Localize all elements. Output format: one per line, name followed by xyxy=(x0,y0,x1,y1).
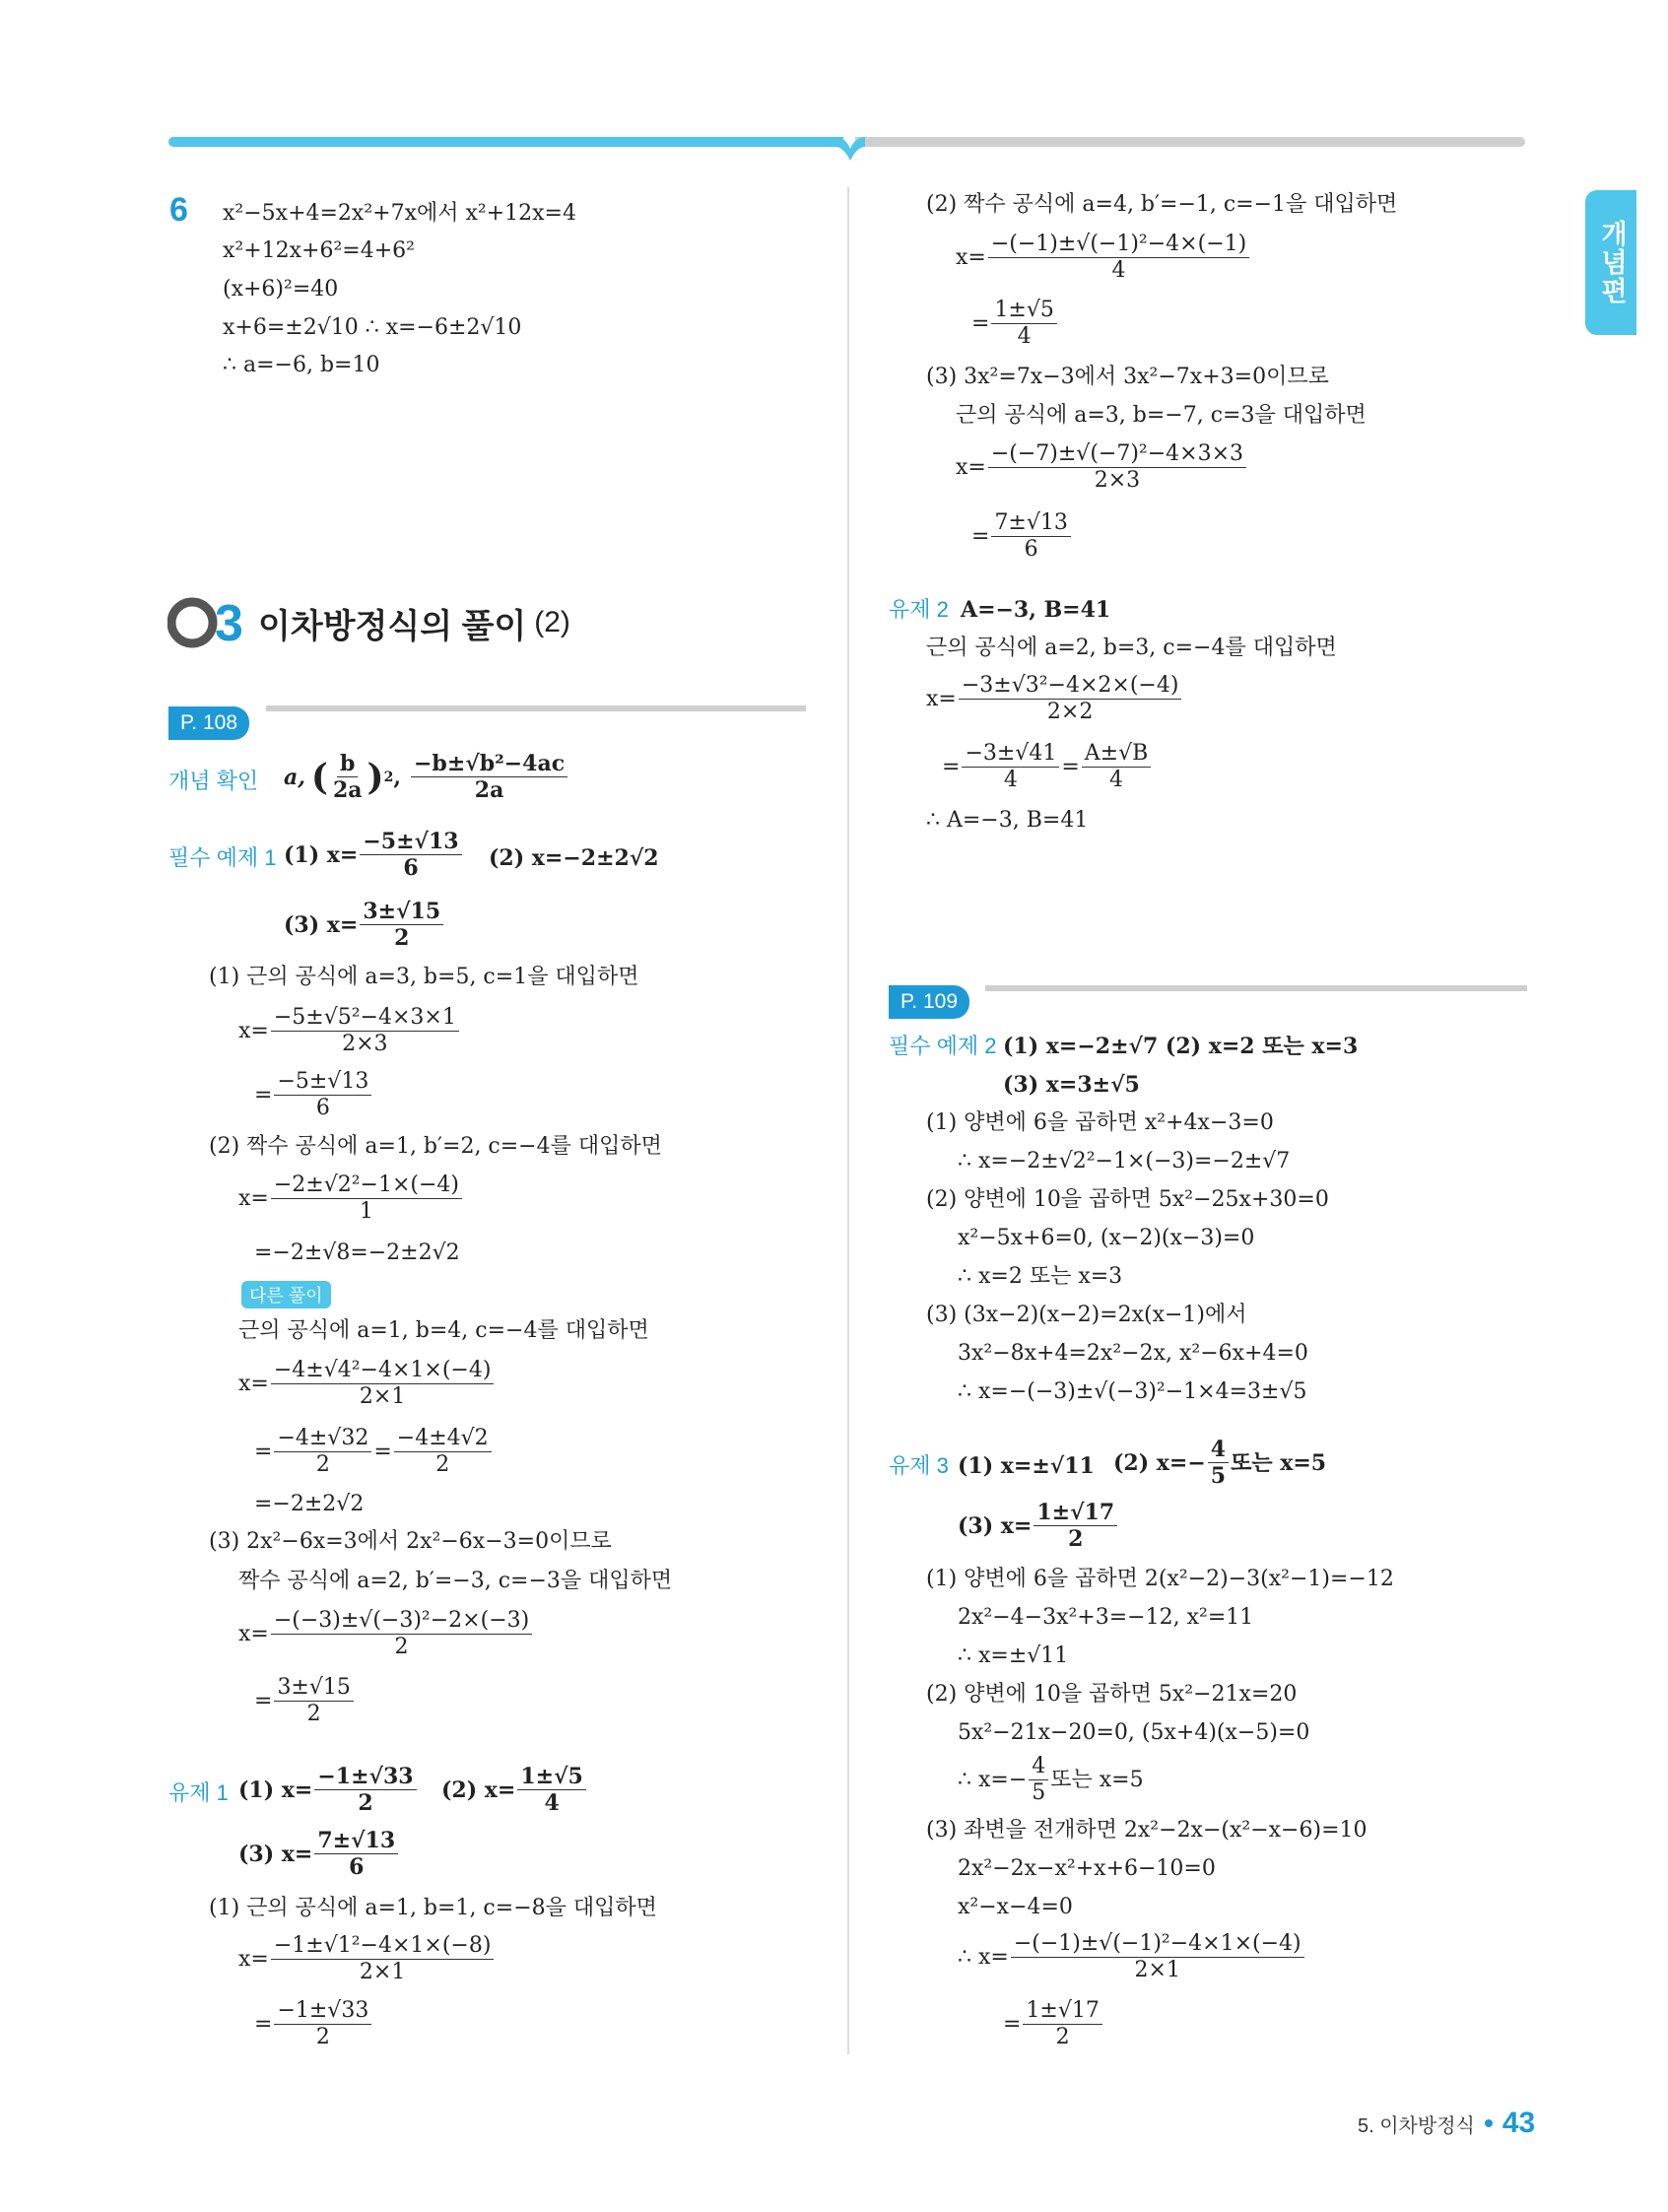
frac-num: 4 xyxy=(1029,1754,1048,1780)
frac-num: 3±√15 xyxy=(360,899,443,925)
solution-formula: = $\frac{-1\pm√33}{2}$ xyxy=(254,1998,373,2050)
solution-line: 근의 공식에 a=1, b=4, c=−4를 대입하면 xyxy=(238,1318,649,1343)
frac-num: −2±√2²−1×(−4) xyxy=(271,1173,462,1199)
side-tab-label: 개념편 xyxy=(1596,220,1627,305)
solution-formula: x= $\frac{\text{−2±√2²−1×(−4)}}{1}$ xyxy=(238,1173,464,1225)
frac-den: 2 xyxy=(315,1452,330,1477)
frac-den: 2a xyxy=(474,777,504,803)
solution-formula: x= $\frac{\text{−3±√3²−4×2×(−4)}}{2\times 2}$ xyxy=(926,673,1183,725)
solution-line: 3x²−8x+4=2x²−2x, x²−6x+4=0 xyxy=(958,1341,1308,1366)
answer-prefix: (2) x= xyxy=(441,1776,516,1803)
answer-prefix: ∴ x=− xyxy=(958,1767,1028,1792)
solution-formula: = $\frac{-4\pm√32}{2}$ = $\frac{-4\pm 4√2}{2}$ xyxy=(254,1426,494,1478)
svg-text:3: 3 xyxy=(215,595,243,650)
solution-formula: x= $\frac{\text{−1±√1²−4×1×(−8)}}{2\times 1}$ xyxy=(238,1933,496,1985)
frac-den: 4 xyxy=(1111,258,1126,283)
frac-num: −b±√b²−4ac xyxy=(411,751,567,777)
answer-prefix: (3) x= xyxy=(958,1512,1033,1539)
problem-6-line: x²−5x+4=2x²+7x에서 x²+12x=4 xyxy=(223,201,576,226)
solution-line: =−2±2√2 xyxy=(254,1492,365,1516)
frac-num: 1±√17 xyxy=(1023,1998,1101,2025)
footer-page-number: 43 xyxy=(1501,2107,1536,2139)
example-1-answer-2: (2) x=−2±2√2 xyxy=(489,845,659,871)
header-bar-left xyxy=(168,137,843,147)
practice-3-answer-2 xyxy=(1113,1437,1326,1489)
frac-den: 2×1 xyxy=(359,1384,406,1409)
frac-den: 1 xyxy=(359,1199,373,1224)
practice-3-label: 유제 3 xyxy=(889,1453,949,1478)
solution-formula: ∴ x= $\frac{\text{−(−1)±√(−1)²−4×1×(−4)}}{2\times 1}$ xyxy=(958,1931,1306,1983)
section-title: 이차방정식의 풀이 xyxy=(258,607,527,645)
solution-formula: = $\frac{1\pm√17}{2}$ xyxy=(1003,1998,1104,2050)
solution-line: 근의 공식에 a=3, b=−7, c=3을 대입하면 xyxy=(956,403,1367,428)
frac-num: b xyxy=(337,751,358,777)
solution-line: (1) 근의 공식에 a=3, b=5, c=1을 대입하면 xyxy=(209,965,639,989)
solution-line: ∴ x=±√11 xyxy=(958,1643,1069,1668)
alt-solution-badge xyxy=(241,1281,331,1308)
page-label-109: P. 109 xyxy=(889,985,969,1019)
frac-den: 5 xyxy=(1210,1463,1227,1489)
frac-num: −4±√4²−4×1×(−4) xyxy=(271,1358,495,1384)
solution-line: 2x²−2x−x²+x+6−10=0 xyxy=(958,1856,1216,1881)
solution-line: (3) (3x−2)(x−2)=2x(x−1)에서 xyxy=(926,1303,1247,1327)
solution-formula xyxy=(958,1754,1144,1806)
section-number-badge xyxy=(167,595,248,650)
solution-line: x²−x−4=0 xyxy=(958,1895,1073,1919)
solution-formula: = $\frac{1\pm√5}{4}$ xyxy=(971,298,1059,350)
answer-prefix: (2) x=− xyxy=(1113,1449,1206,1476)
frac-den: 6 xyxy=(403,855,419,881)
sup: 2 xyxy=(383,769,394,785)
problem-6-line: x+6=±2√10 ∴ x=−6±2√10 xyxy=(223,315,522,340)
solution-line: (1) 양변에 6을 곱하면 2(x²−2)−3(x²−1)=−12 xyxy=(926,1567,1394,1591)
example-1-answer-1 xyxy=(284,829,464,881)
solution-formula: x= $\frac{\text{−(−7)±√(−7)²−4×3×3}}{2\times 3}$ xyxy=(956,441,1248,494)
frac-den: 2 xyxy=(435,1452,450,1477)
frac-den: 2×3 xyxy=(342,1032,388,1056)
answer-prefix: (3) x= xyxy=(284,911,359,938)
frac-num: −(−1)±√(−1)²−4×(−1) xyxy=(988,232,1249,258)
problem-6-line: (x+6)²=40 xyxy=(223,277,339,302)
footer xyxy=(1358,2107,1535,2140)
solution-line: ∴ A=−3, B=41 xyxy=(926,808,1089,833)
solution-line: (3) 2x²−6x=3에서 2x²−6x−3=0이므로 xyxy=(209,1529,612,1554)
solution-line: ∴ x=−2±√2²−1×(−3)=−2±√7 xyxy=(958,1149,1291,1173)
frac-den: 4 xyxy=(1109,768,1124,792)
solution-line: (2) 짝수 공식에 a=4, b′=−1, c=−1을 대입하면 xyxy=(926,192,1398,217)
frac-num: −4±√32 xyxy=(274,1426,371,1452)
frac-num: −5±√5²−4×3×1 xyxy=(271,1005,459,1032)
frac-den: 2 xyxy=(315,2025,330,2049)
section-header xyxy=(167,595,570,650)
example-2-answer-3: (3) x=3±√5 xyxy=(1003,1072,1140,1098)
frac-num: −(−7)±√(−7)²−4×3×3 xyxy=(988,441,1246,468)
example-1-label: 필수 예제 1 xyxy=(168,845,277,870)
solution-line: (3) 3x²=7x−3에서 3x²−7x+3=0이므로 xyxy=(926,365,1329,389)
frac-den: 2 xyxy=(1068,1526,1084,1552)
frac-den: 4 xyxy=(1003,768,1018,792)
section-part: (2) xyxy=(534,606,570,638)
solution-line: 짝수 공식에 a=2, b′=−3, c=−3을 대입하면 xyxy=(238,1569,673,1593)
problem-6-line: ∴ a=−6, b=10 xyxy=(223,353,380,377)
practice-2-answer: A=−3, B=41 xyxy=(961,597,1111,623)
page-bar-108 xyxy=(266,705,806,711)
frac-num: −3±√41 xyxy=(962,741,1059,768)
footer-chapter: 5. 이차방정식 xyxy=(1358,2114,1475,2137)
frac-den: 4 xyxy=(1017,324,1032,349)
frac-den: 2 xyxy=(394,1635,409,1659)
solution-line: (2) 짝수 공식에 a=1, b′=2, c=−4를 대입하면 xyxy=(209,1134,662,1159)
practice-1-label: 유제 1 xyxy=(168,1780,229,1805)
solution-formula: x= $\frac{\text{−5±√5²−4×3×1}}{2\times 3}$ xyxy=(238,1005,461,1057)
frac-den: 2 xyxy=(358,1790,373,1816)
solution-formula: = $\frac{-3\pm√41}{4}$ = $\frac{A\pm√B}{4}$ xyxy=(942,741,1153,793)
header-notch xyxy=(835,137,865,167)
answer-prefix: (1) x= xyxy=(284,841,359,868)
frac-num: −(−1)±√(−1)²−4×1×(−4) xyxy=(1011,1931,1304,1958)
header-bar-right xyxy=(855,137,1525,147)
example-1-answer-3 xyxy=(284,899,445,951)
practice-1-answer-2 xyxy=(441,1764,588,1816)
column-divider xyxy=(847,187,849,2054)
solution-formula: x= $\frac{\text{−4±√4²−4×1×(−4)}}{2\times 1}$ xyxy=(238,1358,496,1410)
frac-den: 2×1 xyxy=(359,1960,406,1984)
alt-solution-badge-label: 다른 풀이 xyxy=(241,1281,331,1308)
solution-formula: x= $\frac{\text{−(−1)±√(−1)²−4×(−1)}}{4}$ xyxy=(956,232,1251,284)
solution-line: (3) 좌변을 전개하면 2x²−2x−(x²−x−6)=10 xyxy=(926,1818,1368,1843)
answer-prefix: (3) x= xyxy=(238,1841,313,1867)
frac-num: 1±√5 xyxy=(991,298,1056,324)
frac-num: −3±√3²−4×2×(−4) xyxy=(959,673,1182,700)
frac-den: 2 xyxy=(394,925,410,951)
frac-den: 5 xyxy=(1032,1780,1046,1805)
solution-line: x²−5x+6=0, (x−2)(x−3)=0 xyxy=(958,1226,1255,1250)
page-bar-109 xyxy=(985,985,1527,991)
practice-1-answer-3 xyxy=(238,1828,400,1880)
frac-num: −5±√13 xyxy=(274,1069,371,1096)
frac-den: 2 xyxy=(1055,2025,1070,2049)
frac-den: 4 xyxy=(544,1790,560,1816)
frac-den: 2 xyxy=(306,1702,321,1726)
solution-formula: = $\frac{-5\pm√13}{6}$ xyxy=(254,1069,373,1121)
frac-den: 6 xyxy=(315,1096,330,1120)
solution-line: (1) 근의 공식에 a=1, b=1, c=−8을 대입하면 xyxy=(209,1896,657,1920)
problem-6-line: x²+12x+6²=4+6² xyxy=(223,238,415,263)
practice-2-label: 유제 2 xyxy=(889,597,949,622)
solution-line: 5x²−21x−20=0, (5x+4)(x−5)=0 xyxy=(958,1720,1310,1745)
frac-num: −1±√1²−4×1×(−8) xyxy=(271,1933,495,1960)
solution-line: (2) 양변에 10을 곱하면 5x²−21x=20 xyxy=(926,1682,1298,1707)
solution-line: (1) 양변에 6을 곱하면 x²+4x−3=0 xyxy=(926,1110,1274,1135)
solution-line: =−2±√8=−2±2√2 xyxy=(254,1240,460,1265)
frac-num: 1±√17 xyxy=(1034,1500,1117,1526)
frac-num: −1±√33 xyxy=(314,1764,416,1790)
frac-den: 2×3 xyxy=(1094,468,1141,493)
side-tab[interactable] xyxy=(1585,190,1636,335)
solution-formula: = $\frac{7\pm√13}{6}$ xyxy=(971,510,1073,563)
solution-line: ∴ x=−(−3)±√(−3)²−1×4=3±√5 xyxy=(958,1379,1307,1404)
page-label-108: P. 108 xyxy=(168,706,249,740)
frac-num: −4±4√2 xyxy=(394,1426,492,1452)
frac-num: −1±√33 xyxy=(274,1998,371,2025)
answer-suffix: 또는 x=5 xyxy=(1231,1449,1327,1476)
frac-den: 6 xyxy=(1024,537,1038,562)
solution-line: 2x²−4−3x²+3=−12, x²=11 xyxy=(958,1605,1254,1630)
frac-num: 7±√13 xyxy=(314,1828,398,1854)
example-2-answer-12: (1) x=−2±√7 (2) x=2 또는 x=3 xyxy=(1003,1034,1359,1059)
solution-line: (2) 양변에 10을 곱하면 5x²−25x+30=0 xyxy=(926,1187,1329,1212)
practice-3-answer-1: (1) x=±√11 xyxy=(958,1453,1095,1479)
example-2-label: 필수 예제 2 xyxy=(889,1034,997,1058)
solution-line: ∴ x=2 또는 x=3 xyxy=(958,1264,1123,1289)
solution-formula: = $\frac{3\pm√15}{2}$ xyxy=(254,1675,356,1727)
practice-1-answer-1 xyxy=(238,1764,419,1816)
frac-num: A±√B xyxy=(1082,741,1152,768)
frac-den: 6 xyxy=(349,1854,365,1880)
answer-prefix: (1) x= xyxy=(238,1776,313,1803)
concept-a: a, xyxy=(284,764,305,790)
solution-formula: x= $\frac{\text{−(−3)±√(−3)²−2×(−3)}}{2}$ xyxy=(238,1608,534,1660)
answer-suffix: 또는 x=5 xyxy=(1050,1767,1144,1792)
frac-den: 2×1 xyxy=(1134,1958,1180,1982)
practice-3-answer-3 xyxy=(958,1500,1119,1552)
solution-line: 근의 공식에 a=2, b=3, c=−4를 대입하면 xyxy=(926,636,1337,660)
frac-den: 2a xyxy=(332,777,363,803)
frac-den: 2×2 xyxy=(1046,700,1094,724)
frac-num: 3±√15 xyxy=(274,1675,353,1702)
concept-answer: a, ( $\frac{b}{2a}$ ) 2 , $\frac{\text{−b±√b²−4ac}}{2a}$ xyxy=(284,751,569,803)
problem-6-number: 6 xyxy=(169,191,188,229)
frac-num: 7±√13 xyxy=(991,510,1070,537)
footer-dot xyxy=(1485,2119,1493,2127)
frac-num: −(−3)±√(−3)²−2×(−3) xyxy=(271,1608,532,1635)
frac-num: −5±√13 xyxy=(360,829,461,855)
concept-check-label: 개념 확인 xyxy=(168,769,259,793)
frac-num: 4 xyxy=(1208,1437,1229,1463)
frac-num: 1±√5 xyxy=(517,1764,586,1790)
